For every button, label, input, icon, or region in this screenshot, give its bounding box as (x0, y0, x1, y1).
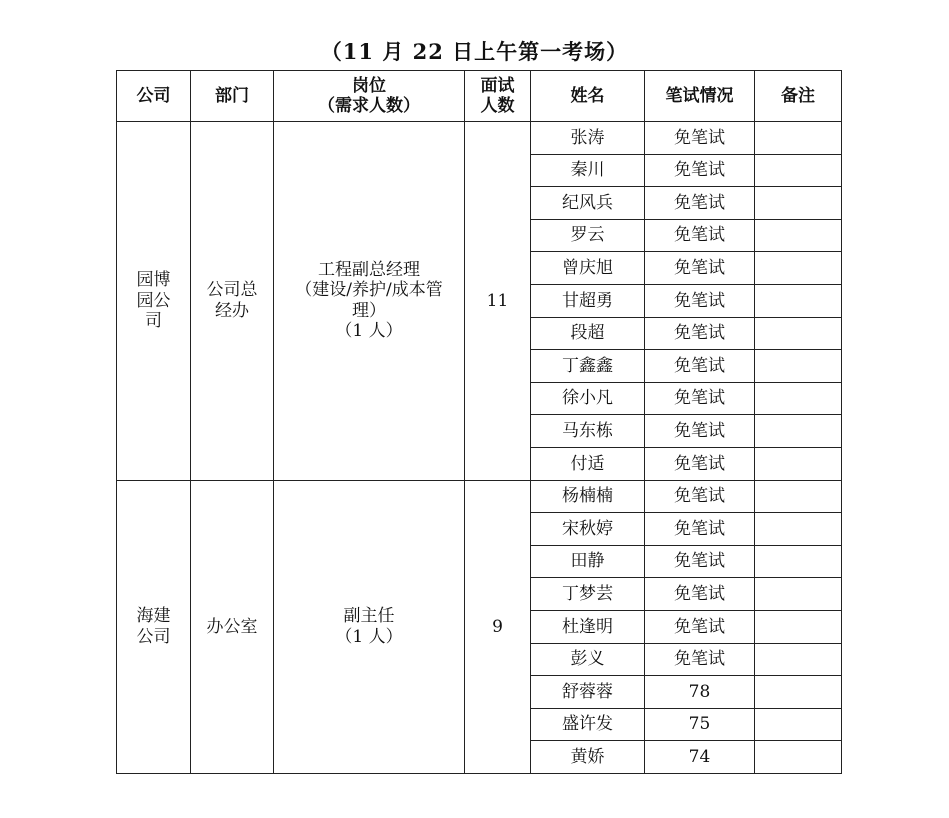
written-cell: 78 (645, 676, 755, 709)
name-cell: 罗云 (531, 219, 645, 252)
position-line: （1 人） (335, 321, 403, 342)
department-cell (191, 480, 274, 773)
company-line: 司 (145, 310, 162, 331)
name-cell: 杨楠楠 (531, 480, 645, 513)
company-cell (117, 480, 191, 773)
header-interview-line2: 人数 (480, 96, 515, 116)
written-cell: 免笔试 (645, 480, 755, 513)
remark-cell (755, 415, 842, 448)
remark-cell (755, 513, 842, 546)
table-row (117, 122, 842, 155)
remark-cell (755, 578, 842, 611)
page-title: （11 月 22 日上午第一考场） (320, 39, 629, 64)
name-cell: 丁梦芸 (531, 578, 645, 611)
written-cell: 免笔试 (645, 219, 755, 252)
written-cell: 免笔试 (645, 317, 755, 350)
exam-table (116, 70, 842, 774)
written-cell: 免笔试 (645, 643, 755, 676)
written-cell: 免笔试 (645, 545, 755, 578)
name-cell: 秦川 (531, 154, 645, 187)
header-company: 公司 (117, 71, 191, 122)
name-cell: 张涛 (531, 122, 645, 155)
remark-cell (755, 480, 842, 513)
header-name: 姓名 (531, 71, 645, 122)
position-line: （建设/养护/成本管 (295, 280, 443, 301)
remark-cell (755, 219, 842, 252)
company-line: 海建 (136, 606, 171, 627)
written-cell: 免笔试 (645, 187, 755, 220)
department-cell (191, 122, 274, 481)
department-line: 经办 (215, 300, 249, 321)
remark-cell (755, 122, 842, 155)
header-department: 部门 (191, 71, 274, 122)
name-cell: 盛许发 (531, 708, 645, 741)
interview-count-cell: 9 (465, 480, 531, 773)
interview-count-cell: 11 (465, 122, 531, 481)
name-cell: 丁鑫鑫 (531, 350, 645, 383)
name-cell: 纪风兵 (531, 187, 645, 220)
remark-cell (755, 545, 842, 578)
remark-cell (755, 350, 842, 383)
written-cell: 免笔试 (645, 154, 755, 187)
written-cell: 免笔试 (645, 350, 755, 383)
name-cell: 甘超勇 (531, 284, 645, 317)
name-cell: 马东栋 (531, 415, 645, 448)
remark-cell (755, 643, 842, 676)
header-row (117, 71, 842, 122)
written-cell: 免笔试 (645, 447, 755, 480)
position-cell (274, 480, 465, 773)
name-cell: 宋秋婷 (531, 513, 645, 546)
position-line: 副主任 (343, 606, 395, 627)
remark-cell (755, 252, 842, 285)
remark-cell (755, 447, 842, 480)
position-line: 理） (352, 300, 386, 321)
remark-cell (755, 317, 842, 350)
company-cell (117, 122, 191, 481)
name-cell: 段超 (531, 317, 645, 350)
remark-cell (755, 610, 842, 643)
name-cell: 黄娇 (531, 741, 645, 774)
company-line: 公司 (136, 626, 171, 647)
company-line: 园公 (136, 290, 171, 311)
name-cell: 曾庆旭 (531, 252, 645, 285)
header-position-line2: （需求人数） (318, 96, 420, 116)
remark-cell (755, 284, 842, 317)
header-interview-line1: 面试 (480, 75, 515, 96)
written-cell: 免笔试 (645, 252, 755, 285)
written-cell: 免笔试 (645, 415, 755, 448)
written-cell: 免笔试 (645, 513, 755, 546)
header-remark: 备注 (755, 71, 842, 122)
header-written: 笔试情况 (645, 71, 755, 122)
written-cell: 免笔试 (645, 284, 755, 317)
written-cell: 免笔试 (645, 382, 755, 415)
name-cell: 付适 (531, 447, 645, 480)
position-line: （1 人） (335, 626, 403, 647)
table-row (117, 480, 842, 513)
department-line: 公司总 (206, 280, 258, 301)
header-interview-count (465, 71, 531, 122)
written-cell: 74 (645, 741, 755, 774)
remark-cell (755, 154, 842, 187)
position-cell (274, 122, 465, 481)
name-cell: 彭义 (531, 643, 645, 676)
remark-cell (755, 676, 842, 709)
remark-cell (755, 382, 842, 415)
name-cell: 杜逢明 (531, 610, 645, 643)
written-cell: 免笔试 (645, 610, 755, 643)
remark-cell (755, 741, 842, 774)
name-cell: 徐小凡 (531, 382, 645, 415)
position-line: 工程副总经理 (318, 259, 420, 280)
header-position-line1: 岗位 (352, 75, 386, 96)
header-position (274, 71, 465, 122)
department-line: 办公室 (206, 616, 258, 637)
remark-cell (755, 708, 842, 741)
name-cell: 田静 (531, 545, 645, 578)
written-cell: 免笔试 (645, 578, 755, 611)
name-cell: 舒蓉蓉 (531, 676, 645, 709)
company-line: 园博 (136, 270, 171, 291)
remark-cell (755, 187, 842, 220)
written-cell: 免笔试 (645, 122, 755, 155)
written-cell: 75 (645, 708, 755, 741)
